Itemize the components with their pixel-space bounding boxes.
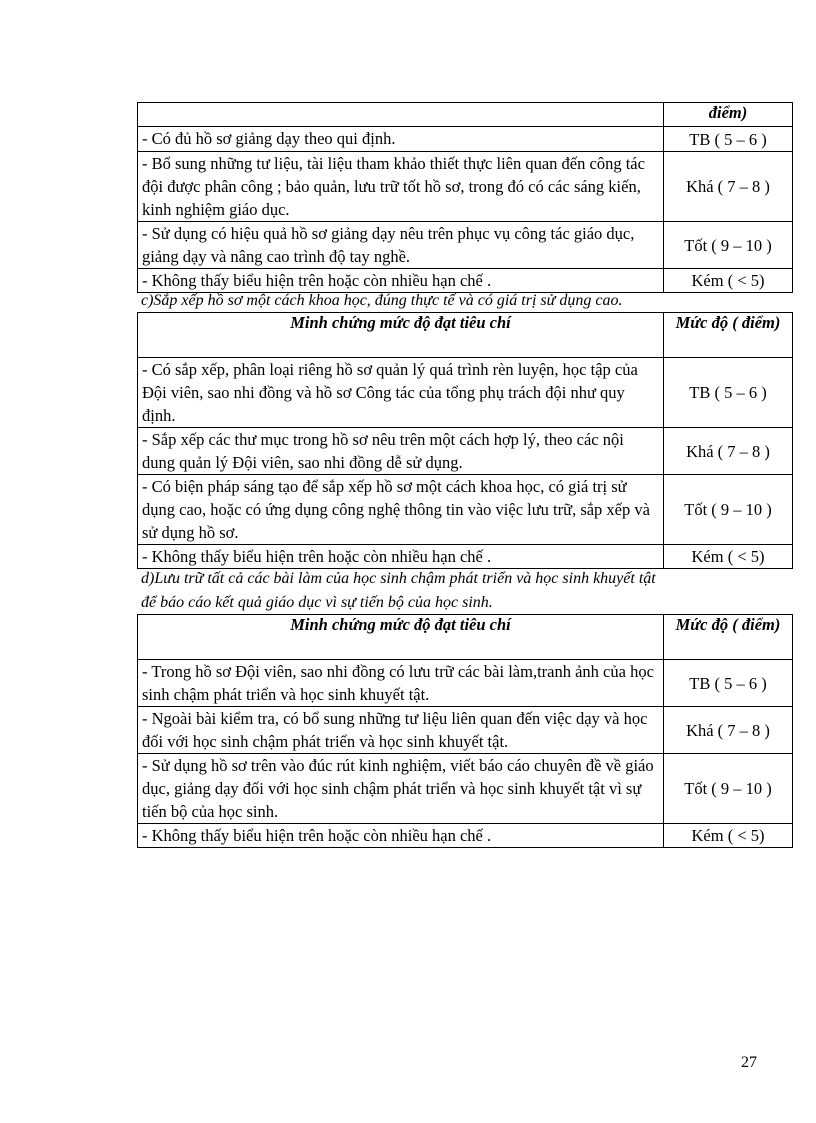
evidence-cell: - Sử dụng có hiệu quả hồ sơ giảng dạy nêu trên phục vụ công tác giáo dục, giảng dạy và nâng cao trình độ tay nghề. [138, 222, 664, 269]
table-row [138, 824, 793, 848]
evidence-cell: - Bổ sung những tư liệu, tài liệu tham khảo thiết thực liên quan đến công tác đội được phân công ; bảo quản, lưu trữ tốt hồ sơ, trong đó có các sáng kiến, kinh nghiệm giáo dục. [138, 152, 664, 222]
level-cell: TB ( 5 – 6 ) [664, 127, 793, 152]
header-evidence-cell [138, 103, 664, 127]
header-evidence-cell: Minh chứng mức độ đạt tiêu chí [138, 615, 664, 660]
criteria-table-c [137, 312, 793, 569]
table-row [138, 428, 793, 475]
criteria-table-b [137, 102, 793, 293]
section-caption-d-line1: d)Lưu trữ tất cả các bài làm của học sinh chậm phát triển và học sinh khuyết tật [141, 570, 656, 587]
level-cell: Kém ( < 5) [664, 545, 793, 569]
table-row [138, 222, 793, 269]
table-row [138, 152, 793, 222]
level-cell: Kém ( < 5) [664, 824, 793, 848]
table-row [138, 127, 793, 152]
table-row [138, 660, 793, 707]
table-row [138, 754, 793, 824]
page-number: 27 [741, 1054, 757, 1071]
level-cell: Tốt ( 9 – 10 ) [664, 222, 793, 269]
section-caption-d-line2: để báo cáo kết quả giáo dục vì sự tiến bộ của học sinh. [141, 594, 493, 611]
table-header-row [138, 313, 793, 358]
header-evidence-cell: Minh chứng mức độ đạt tiêu chí [138, 313, 664, 358]
evidence-cell: - Có đủ hồ sơ giảng dạy theo qui định. [138, 127, 664, 152]
table-row [138, 545, 793, 569]
table-header-row [138, 615, 793, 660]
section-caption-c: c)Sắp xếp hồ sơ một cách khoa học, đúng thực tế và có giá trị sử dụng cao. [141, 292, 623, 309]
level-cell: Khá ( 7 – 8 ) [664, 152, 793, 222]
evidence-cell: - Không thấy biểu hiện trên hoặc còn nhiều hạn chế . [138, 269, 664, 293]
table-row [138, 475, 793, 545]
evidence-cell: - Sắp xếp các thư mục trong hồ sơ nêu trên một cách hợp lý, theo các nội dung quản lý Đội viên, sao nhi đồng dễ sử dụng. [138, 428, 664, 475]
level-cell: Khá ( 7 – 8 ) [664, 707, 793, 754]
header-level-cell: điểm) [664, 103, 793, 127]
level-cell: Khá ( 7 – 8 ) [664, 428, 793, 475]
level-cell: Tốt ( 9 – 10 ) [664, 754, 793, 824]
evidence-cell: - Có biện pháp sáng tạo để sắp xếp hồ sơ một cách khoa học, có giá trị sử dụng cao, hoặc có ứng dụng công nghệ thông tin vào việc lưu trữ, sắp xếp và sử dụng hồ sơ. [138, 475, 664, 545]
evidence-cell: - Không thấy biểu hiện trên hoặc còn nhiều hạn chế . [138, 824, 664, 848]
evidence-cell: - Trong hồ sơ Đội viên, sao nhi đồng có lưu trữ các bài làm,tranh ảnh của học sinh chậm phát triển và học sinh khuyết tật. [138, 660, 664, 707]
header-level-cell: Mức độ ( điểm) [664, 313, 793, 358]
level-cell: TB ( 5 – 6 ) [664, 358, 793, 428]
evidence-cell: - Có sắp xếp, phân loại riêng hồ sơ quản lý quá trình rèn luyện, học tập của Đội viên, sao nhi đồng và hồ sơ Công tác của tổng phụ trách đội như quy định. [138, 358, 664, 428]
table-row [138, 358, 793, 428]
evidence-cell: - Sử dụng hồ sơ trên vào đúc rút kinh nghiệm, viết báo cáo chuyên đề về giáo dục, giảng dạy đối với học sinh chậm phát triển và học sinh khuyết tật vì sự tiến bộ của học sinh. [138, 754, 664, 824]
level-cell: Tốt ( 9 – 10 ) [664, 475, 793, 545]
table-header-row [138, 103, 793, 127]
level-cell: Kém ( < 5) [664, 269, 793, 293]
level-cell: TB ( 5 – 6 ) [664, 660, 793, 707]
criteria-table-d [137, 614, 793, 848]
evidence-cell: - Ngoài bài kiểm tra, có bổ sung những tư liệu liên quan đến việc dạy và học đối với học sinh chậm phát triển và học sinh khuyết tật. [138, 707, 664, 754]
table-row [138, 707, 793, 754]
table-row [138, 269, 793, 293]
header-level-cell: Mức độ ( điểm) [664, 615, 793, 660]
evidence-cell: - Không thấy biểu hiện trên hoặc còn nhiều hạn chế . [138, 545, 664, 569]
